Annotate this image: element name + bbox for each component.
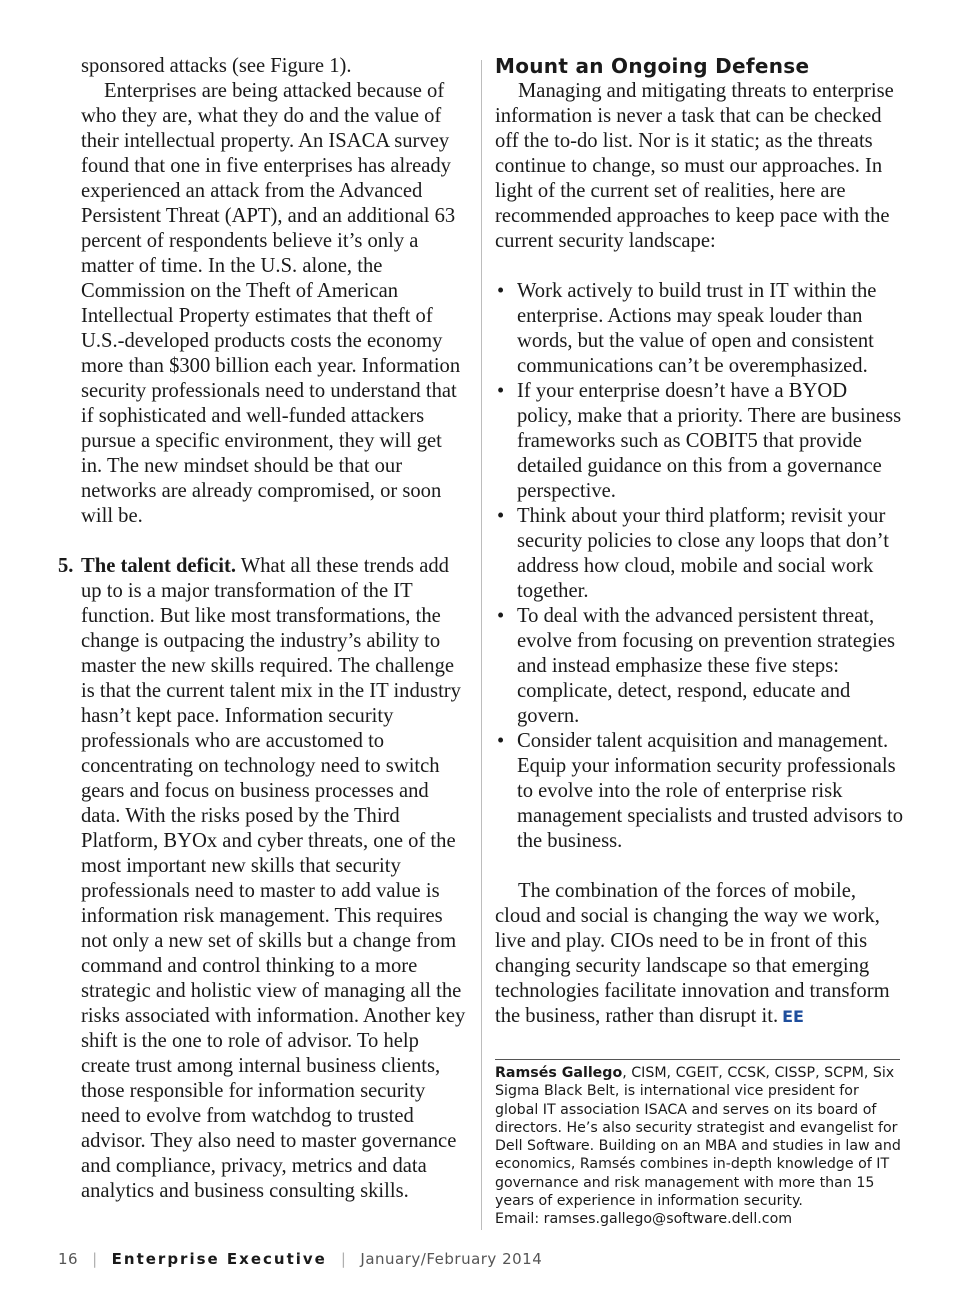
footer-separator: | bbox=[92, 1250, 98, 1268]
list-item-text: If your enterprise doesn’t have a BYOD policy, make that a priority. There are business frameworks such as COBIT5 that provide detailed guidance on this from a governance perspective. bbox=[517, 380, 902, 502]
page-footer bbox=[58, 1250, 542, 1268]
list-item-text: Think about your third platform; revisit your security policies to close any loops that don’t address how cloud, mobile and social work together. bbox=[517, 505, 889, 602]
list-item bbox=[495, 279, 905, 379]
column-divider bbox=[481, 60, 482, 1230]
author-email[interactable]: Email: ramses.gallego@software.dell.com bbox=[495, 1211, 793, 1228]
list-item-text: Work actively to build trust in IT within the enterprise. Actions may speak louder than words, but the value of open and consistent communications can’t be overemphasized. bbox=[517, 280, 877, 377]
bullet-icon: • bbox=[497, 505, 505, 527]
conclusion-text: The combination of the forces of mobile, cloud and social is changing the way we work, live and play. CIOs need to be in front of this changing security landscape so that emerging technologies facilitate innovation and transform the business, rather than disrupt it. bbox=[495, 880, 890, 1027]
list-item bbox=[495, 604, 905, 729]
author-bio bbox=[495, 1064, 903, 1229]
author-name: Ramsés Gallego bbox=[495, 1065, 623, 1081]
list-item bbox=[495, 379, 905, 504]
list-item bbox=[495, 504, 905, 604]
list-item-text: What all these trends add up to is a major transformation of the IT function. But like most transformations, the change is outpacing the industry’s ability to master the new skills required. The challenge is that the current talent mix in the IT industry hasn’t kept pace. Information security professionals who are accustomed to concentrating on technology need to switch gears and focus on business processes and data. With the risks posed by the Third Platform, BYOx and cyber threats, one of the most important new skills that security professionals need to master to add value is information risk management. This requires not only a new set of skills but a change from command and control thinking to a more strategic and holistic view of managing all the risks associated with information. Another key shift is the one to role of advisor. To help create trust among internal business clients, those responsible for information security need to evolve from watchdog to trusted advisor. They also need to master governance and compliance, privacy, metrics and data analytics and business consulting skills. bbox=[81, 555, 466, 1202]
bullet-icon: • bbox=[497, 605, 505, 627]
page-number: 16 bbox=[58, 1250, 79, 1268]
author-bio-text: , CISM, CGEIT, CCSK, CISSP, SCPM, Six Sigma Black Belt, is international vice president for global IT association ISACA and serves on its board of directors. He’s also security strategist and evangelist for Dell Software. Building on an MBA and studies in law and economics, Ramsés combines in-depth knowledge of IT governance and risk management with more than 15 years of experience in information security. bbox=[495, 1065, 901, 1210]
conclusion-paragraph bbox=[495, 879, 905, 1029]
section-heading: Mount an Ongoing Defense bbox=[495, 54, 810, 78]
right-column bbox=[495, 54, 905, 1029]
bullet-icon: • bbox=[497, 280, 505, 302]
list-item bbox=[495, 729, 905, 854]
list-item-talent-deficit bbox=[58, 554, 468, 1204]
section-intro: Managing and mitigating threats to enterprise information is never a task that can be checked off the to-do list. Nor is it static; as the threats continue to change, so must our approaches. In light of the current set of realities, here are recommended approaches to keep pace with the current security landscape: bbox=[495, 80, 894, 252]
issue-date: January/February 2014 bbox=[360, 1250, 543, 1268]
bio-divider bbox=[495, 1059, 900, 1060]
bullet-icon: • bbox=[497, 730, 505, 752]
enterprises-paragraph: Enterprises are being attacked because of who they are, what they do and the value of their intellectual property. An ISACA survey found that one in five enterprises has already experienced an attack from the Advanced Persistent Threat (APT), and an additional 63 percent of respondents believe it’s only a matter of time. In the U.S. alone, the Commission on the Theft of American Intellectual Property estimates that theft of U.S.-developed products costs the economy more than $300 billion each year. Information security professionals need to understand that if sophisticated and well-funded attackers pursue a specific environment, they will get in. The new mindset should be that our networks are already compromised, or soon will be. bbox=[81, 80, 461, 527]
list-item-lead: The talent deficit. bbox=[81, 555, 236, 577]
list-item-number: 5. bbox=[58, 555, 74, 577]
end-mark-icon: EE bbox=[782, 1007, 804, 1026]
footer-separator: | bbox=[340, 1250, 347, 1268]
left-column bbox=[58, 54, 468, 1204]
recommendations-list bbox=[495, 279, 905, 854]
magazine-name: Enterprise Executive bbox=[111, 1250, 327, 1268]
intro-paragraph-end: sponsored attacks (see Figure 1). bbox=[81, 55, 352, 77]
bullet-icon: • bbox=[497, 380, 505, 402]
list-item-text: Consider talent acquisition and management. Equip your information security professionals to evolve into the role of enterprise risk management specialists and trusted advisors to the business. bbox=[517, 730, 904, 852]
list-item-text: To deal with the advanced persistent threat, evolve from focusing on prevention strategies and instead emphasize these five steps: complicate, detect, respond, educate and govern. bbox=[517, 605, 896, 727]
